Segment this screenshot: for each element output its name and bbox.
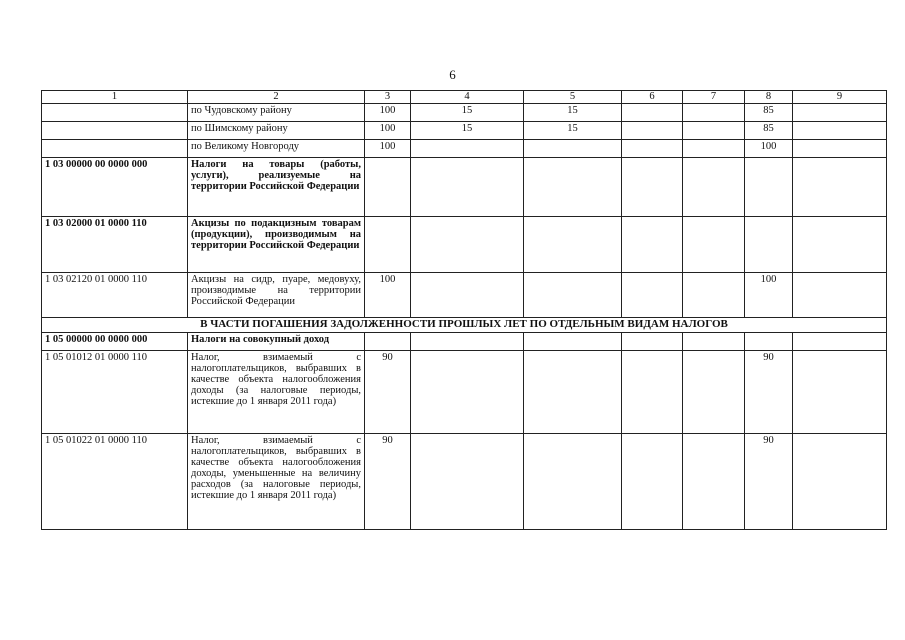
row-code: 1 03 02000 01 0000 110 bbox=[42, 217, 188, 273]
cell-col7 bbox=[683, 140, 745, 158]
cell-col3: 100 bbox=[365, 273, 411, 318]
row-name: по Шимскому району bbox=[188, 122, 365, 140]
cell-col8: 100 bbox=[745, 273, 793, 318]
table-row bbox=[42, 217, 887, 273]
cell-col5 bbox=[524, 140, 622, 158]
table-row bbox=[42, 273, 887, 318]
cell-col5 bbox=[524, 434, 622, 530]
row-name: Акцизы по подакцизным товарам (продукции), производимым на территории Российской Федерации bbox=[188, 217, 365, 273]
cell-col9 bbox=[793, 217, 887, 273]
cell-col9 bbox=[793, 351, 887, 434]
cell-col7 bbox=[683, 273, 745, 318]
row-name: Налог, взимаемый с налогоплательщиков, выбравших в качестве объекта налогообложения доходы, уменьшенные на величину расходов (за налоговые периоды, истекшие до 1 января 2011 года) bbox=[188, 434, 365, 530]
section-title: В ЧАСТИ ПОГАШЕНИЯ ЗАДОЛЖЕННОСТИ ПРОШЛЫХ ЛЕТ ПО ОТДЕЛЬНЫМ ВИДАМ НАЛОГОВ bbox=[42, 318, 887, 333]
cell-col6 bbox=[622, 122, 683, 140]
cell-col4 bbox=[411, 140, 524, 158]
table-row bbox=[42, 351, 887, 434]
row-code: 1 05 00000 00 0000 000 bbox=[42, 333, 188, 351]
cell-col4 bbox=[411, 273, 524, 318]
column-header: 1 bbox=[42, 91, 188, 104]
cell-col9 bbox=[793, 434, 887, 530]
cell-col9 bbox=[793, 140, 887, 158]
tax-table bbox=[41, 90, 887, 530]
cell-col3: 100 bbox=[365, 122, 411, 140]
cell-col9 bbox=[793, 333, 887, 351]
cell-col4 bbox=[411, 158, 524, 217]
column-header: 8 bbox=[745, 91, 793, 104]
row-code bbox=[42, 104, 188, 122]
cell-col6 bbox=[622, 333, 683, 351]
column-number-row bbox=[42, 91, 887, 104]
table-row bbox=[42, 434, 887, 530]
table-row bbox=[42, 140, 887, 158]
cell-col4: 15 bbox=[411, 104, 524, 122]
cell-col7 bbox=[683, 122, 745, 140]
cell-col3: 90 bbox=[365, 351, 411, 434]
cell-col9 bbox=[793, 122, 887, 140]
cell-col5 bbox=[524, 217, 622, 273]
cell-col5 bbox=[524, 158, 622, 217]
table-row bbox=[42, 158, 887, 217]
row-code: 1 05 01012 01 0000 110 bbox=[42, 351, 188, 434]
cell-col8: 85 bbox=[745, 104, 793, 122]
cell-col4 bbox=[411, 333, 524, 351]
cell-col3 bbox=[365, 217, 411, 273]
cell-col6 bbox=[622, 217, 683, 273]
cell-col3 bbox=[365, 158, 411, 217]
cell-col4 bbox=[411, 434, 524, 530]
cell-col3: 100 bbox=[365, 104, 411, 122]
row-name: Налог, взимаемый с налогоплательщиков, выбравших в качестве объекта налогообложения доходы (за налоговые периоды, истекшие до 1 января 2011 года) bbox=[188, 351, 365, 434]
cell-col9 bbox=[793, 273, 887, 318]
column-header: 2 bbox=[188, 91, 365, 104]
cell-col8: 100 bbox=[745, 140, 793, 158]
column-header: 7 bbox=[683, 91, 745, 104]
row-code: 1 03 00000 00 0000 000 bbox=[42, 158, 188, 217]
cell-col7 bbox=[683, 104, 745, 122]
cell-col8: 90 bbox=[745, 434, 793, 530]
row-code: 1 05 01022 01 0000 110 bbox=[42, 434, 188, 530]
page-number: 6 bbox=[449, 67, 456, 82]
cell-col5 bbox=[524, 351, 622, 434]
cell-col3 bbox=[365, 333, 411, 351]
row-code bbox=[42, 140, 188, 158]
cell-col4: 15 bbox=[411, 122, 524, 140]
cell-col6 bbox=[622, 158, 683, 217]
column-header: 4 bbox=[411, 91, 524, 104]
cell-col5: 15 bbox=[524, 104, 622, 122]
cell-col6 bbox=[622, 434, 683, 530]
table-row bbox=[42, 104, 887, 122]
cell-col6 bbox=[622, 273, 683, 318]
column-header: 5 bbox=[524, 91, 622, 104]
cell-col5 bbox=[524, 273, 622, 318]
cell-col7 bbox=[683, 217, 745, 273]
cell-col7 bbox=[683, 351, 745, 434]
column-header: 6 bbox=[622, 91, 683, 104]
cell-col8 bbox=[745, 333, 793, 351]
row-name: Акцизы на сидр, пуаре, медовуху, производимые на территории Российской Федерации bbox=[188, 273, 365, 318]
cell-col3: 90 bbox=[365, 434, 411, 530]
table-row bbox=[42, 122, 887, 140]
column-header: 3 bbox=[365, 91, 411, 104]
cell-col8 bbox=[745, 158, 793, 217]
row-code bbox=[42, 122, 188, 140]
column-header: 9 bbox=[793, 91, 887, 104]
cell-col5 bbox=[524, 333, 622, 351]
cell-col3: 100 bbox=[365, 140, 411, 158]
cell-col6 bbox=[622, 104, 683, 122]
cell-col6 bbox=[622, 351, 683, 434]
cell-col6 bbox=[622, 140, 683, 158]
section-row bbox=[42, 318, 887, 333]
row-name: по Великому Новгороду bbox=[188, 140, 365, 158]
cell-col7 bbox=[683, 434, 745, 530]
cell-col8: 85 bbox=[745, 122, 793, 140]
cell-col4 bbox=[411, 351, 524, 434]
cell-col7 bbox=[683, 158, 745, 217]
cell-col7 bbox=[683, 333, 745, 351]
row-name: по Чудовскому району bbox=[188, 104, 365, 122]
cell-col9 bbox=[793, 158, 887, 217]
cell-col8: 90 bbox=[745, 351, 793, 434]
cell-col8 bbox=[745, 217, 793, 273]
row-code: 1 03 02120 01 0000 110 bbox=[42, 273, 188, 318]
cell-col5: 15 bbox=[524, 122, 622, 140]
table-row bbox=[42, 333, 887, 351]
cell-col9 bbox=[793, 104, 887, 122]
row-name: Налоги на товары (работы, услуги), реализуемые на территории Российской Федерации bbox=[188, 158, 365, 217]
cell-col4 bbox=[411, 217, 524, 273]
row-name: Налоги на совокупный доход bbox=[188, 333, 365, 351]
